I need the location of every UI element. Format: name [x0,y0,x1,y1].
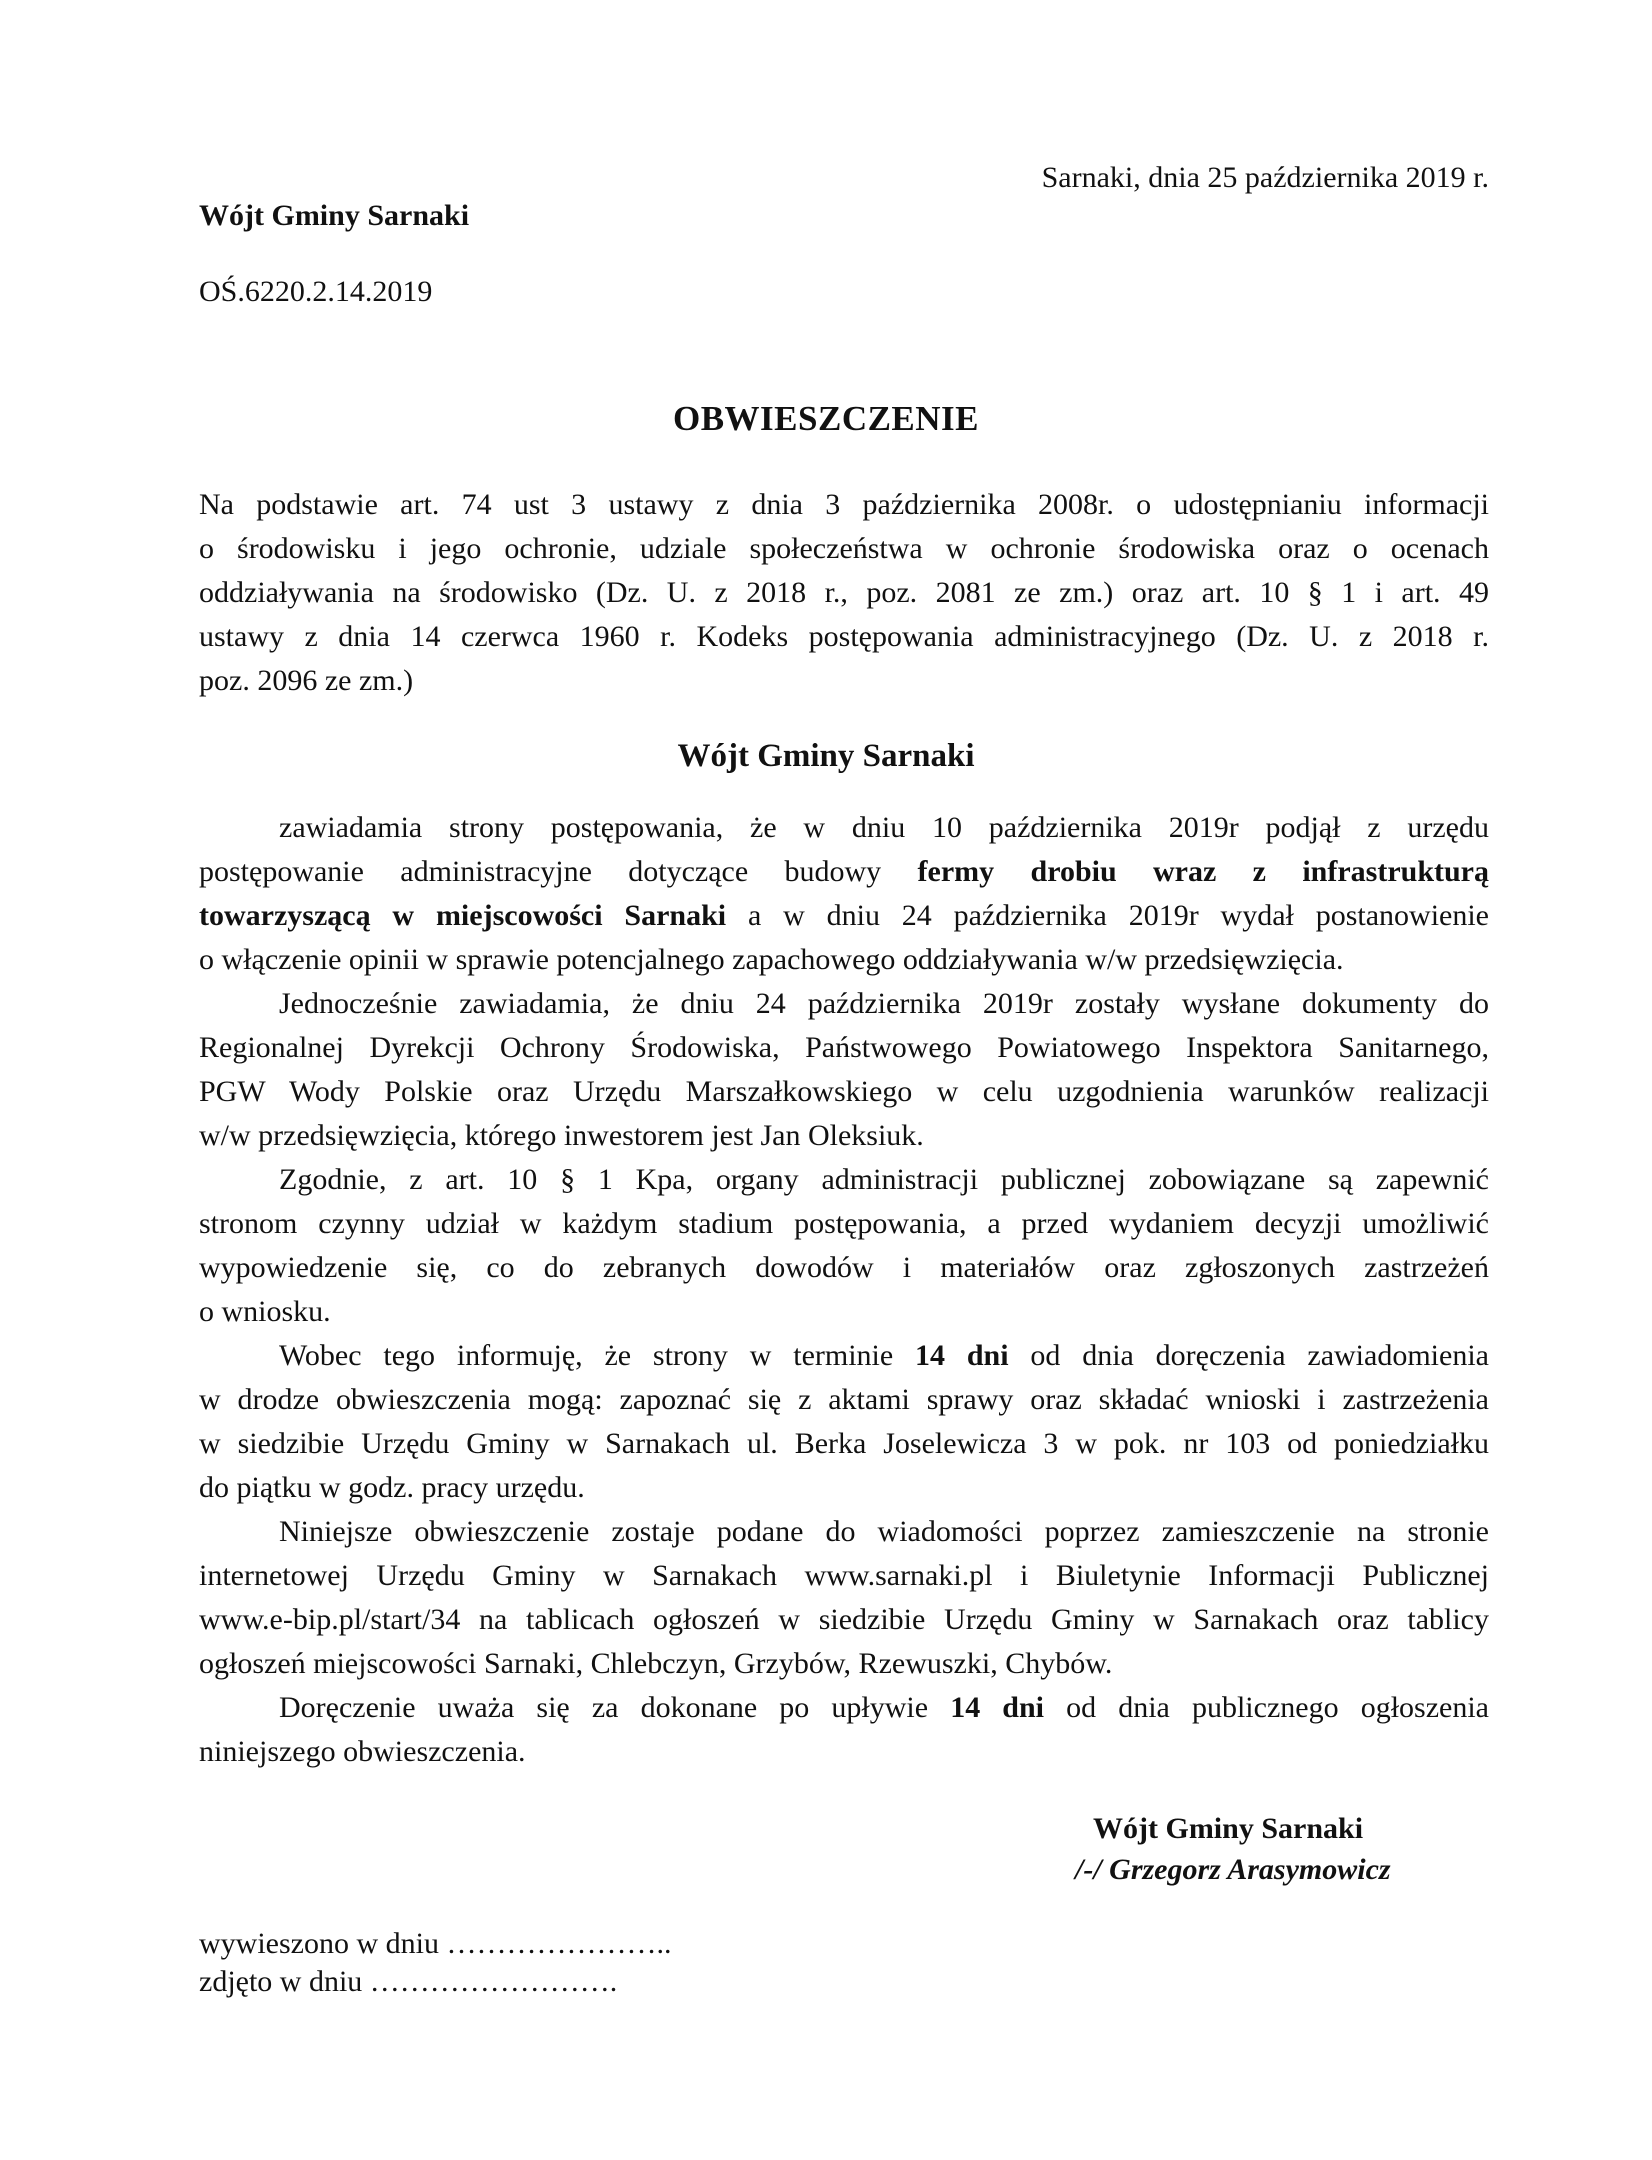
text-run: Doręczenie uważa się za dokonane po upływie [279,1691,951,1724]
text-line: poz. 2096 ze zm.) [199,664,414,697]
date-line: Sarnaki, dnia 25 października 2019 r. [1041,161,1489,194]
text-line: o środowisku i jego ochronie, udziale społeczeństwa w ochronie środowiska oraz o ocenach [199,532,1489,565]
text-line: w siedzibie Urzędu Gminy w Sarnakach ul. Berka Joselewicza 3 w pok. nr 103 od poniedziałku [199,1427,1489,1460]
emphasis-text: towarzyszącą w miejscowości Sarnaki [199,899,727,932]
signature-name: /-/ Grzegorz Arasymowicz [1075,1853,1391,1886]
text-line: w drodze obwieszczenia mogą: zapoznać się z aktami sprawy oraz składać wnioski i zastrzeżenia [199,1383,1489,1416]
text-line: Zgodnie, z art. 10 § 1 Kpa, organy administracji publicznej zobowiązane są zapewnić [279,1163,1489,1196]
text-line: PGW Wody Polskie oraz Urzędu Marszałkowskiego w celu uzgodnienia warunków realizacji [199,1075,1489,1108]
text-line: ustawy z dnia 14 czerwca 1960 r. Kodeks postępowania administracyjnego (Dz. U. z 2018 r. [199,620,1489,653]
text-run: Wobec tego informuję, że strony w terminie [279,1339,916,1372]
legal-basis-paragraph [199,483,1489,703]
text-line: o włączenie opinii w sprawie potencjalnego zapachowego oddziaływania w/w przedsięwzięcia. [199,943,1344,976]
text-line: w/w przedsięwzięcia, którego inwestorem jest Jan Oleksiuk. [199,1119,924,1152]
text-line: wypowiedzenie się, co do zebranych dowodów i materiałów oraz zgłoszonych zastrzeżeń [199,1251,1489,1284]
text-line: do piątku w godz. pracy urzędu. [199,1471,585,1504]
document-title: OBWIESZCZENIE [672,399,980,438]
text-run: postępowanie administracyjne dotyczące budowy [199,855,918,888]
text-line: o wniosku. [199,1295,331,1328]
removed-date-line: zdjęto w dniu ……………………. [199,1965,618,1998]
text-line: stronom czynny udział w każdym stadium postępowania, a przed wydaniem decyzji umożliwić [199,1207,1489,1240]
case-number: OŚ.6220.2.14.2019 [199,275,433,308]
text-line: Jednocześnie zawiadamia, że dniu 24 października 2019r zostały wysłane dokumenty do [279,987,1489,1020]
text-line: Na podstawie art. 74 ust 3 ustawy z dnia 3 października 2008r. o udostępnianiu informacji [199,488,1489,521]
authority-heading: Wójt Gminy Sarnaki [677,738,975,774]
text-line: internetowej Urzędu Gminy w Sarnakach www.sarnaki.pl i Biuletynie Informacji Publicznej [199,1559,1489,1592]
text-line [199,1686,1489,1730]
text-run: od dnia publicznego ogłoszenia [1044,1691,1489,1724]
text-run: od dnia doręczenia zawiadomienia [1008,1339,1489,1372]
emphasis-text: fermy drobiu wraz z infrastrukturą [917,855,1489,888]
issuer-name: Wójt Gminy Sarnaki [199,199,470,232]
text-line: oddziaływania na środowisko (Dz. U. z 2018 r., poz. 2081 ze zm.) oraz art. 10 § 1 i art. 49 [199,576,1489,609]
text-line: Niniejsze obwieszczenie zostaje podane do wiadomości poprzez zamieszczenie na stronie [279,1515,1489,1548]
text-line: zawiadamia strony postępowania, że w dniu 10 października 2019r podjął z urzędu [279,811,1489,844]
text-line: Regionalnej Dyrekcji Ochrony Środowiska, Państwowego Powiatowego Inspektora Sanitarnego, [199,1031,1489,1064]
text-line: ogłoszeń miejscowości Sarnaki, Chlebczyn, Grzybów, Rzewuszki, Chybów. [199,1647,1113,1680]
text-line: niniejszego obwieszczenia. [199,1735,526,1768]
text-line [199,1334,1489,1378]
posted-date-line: wywieszono w dniu ………………….. [199,1927,672,1960]
emphasis-text: 14 dni [950,1691,1044,1724]
text-run: a w dniu 24 października 2019r wydał postanowienie [726,899,1489,932]
signature-title: Wójt Gminy Sarnaki [1093,1812,1364,1845]
text-line [199,894,1489,938]
text-line: www.e-bip.pl/start/34 na tablicach ogłoszeń w siedzibie Urzędu Gminy w Sarnakach oraz tablicy [199,1603,1489,1636]
text-line [199,850,1489,894]
body-text [199,806,1489,1774]
emphasis-text: 14 dni [915,1339,1009,1372]
